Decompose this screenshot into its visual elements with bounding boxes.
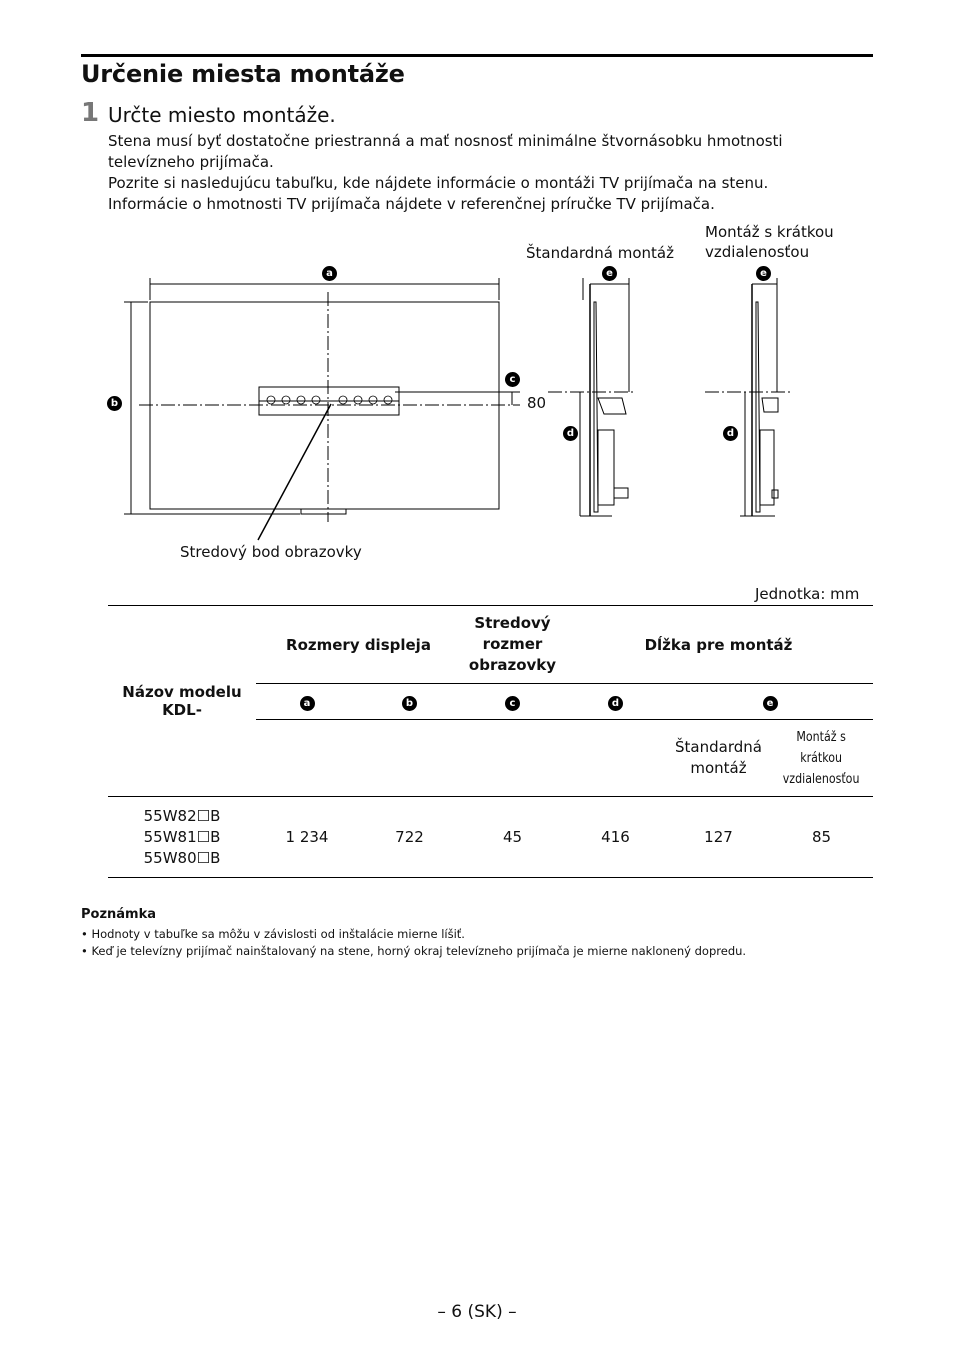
step-paragraph: Pozrite si nasledujúcu tabuľku, kde nájdete informácie o montáži TV prijímača na stenu. [108,174,769,192]
unit-label: Jednotka: mm [755,585,860,603]
offset-value: 80 [527,394,547,412]
marker-e-standard: e [602,266,617,281]
step-title: Určte miesto montáže. [108,103,336,127]
short-mount-label-2: vzdialenosťou [705,243,810,261]
col-marker-b: b [358,684,461,720]
page-footer: – 6 (SK) – [437,1302,517,1322]
col-marker-d: d [564,684,667,720]
col-marker-e: e [667,684,873,720]
model-names: 55W82☐B 55W81☐B 55W80☐B [143,806,221,867]
value-a: 1 234 [285,828,329,846]
marker-d-short: d [723,426,738,441]
marker-e-short: e [756,266,771,281]
mount-length-header: Dĺžka pre montáž [644,635,793,654]
value-c: 45 [502,828,523,846]
marker-b: b [107,396,122,411]
standard-mount-label: Štandardná montáž [526,244,674,262]
standard-mount-subheader: Štandardná montáž [675,738,762,777]
center-dimension-header: Stredový rozmer obrazovky [468,614,557,674]
marker-d-standard: d [563,426,578,441]
screen-center-label: Stredový bod obrazovky [180,543,362,561]
center-leader [258,404,331,540]
display-dimensions-header: Rozmery displeja [286,635,431,654]
value-d: 416 [601,828,630,846]
tv-side-standard [594,302,598,512]
step-paragraph: Informácie o hmotnosti TV prijímača nájdete v referenčnej príručke TV prijímača. [108,195,715,213]
value-e-short: 85 [811,828,832,846]
note-item: • Hodnoty v tabuľke sa môžu v závislosti od inštalácie mierne líšiť. [81,927,465,941]
wall-mount-diagram [0,0,954,600]
section-title: Určenie miesta montáže [81,60,405,88]
tv-stand-base [301,509,346,514]
short-mount-label-1: Montáž s krátkou [705,223,834,241]
value-b: 722 [395,828,424,846]
col-marker-c: c [461,684,564,720]
note-item: • Keď je televízny prijímač nainštalovaný na stene, horný okraj televízneho prijímača je mierne naklonený dopredu. [81,944,747,958]
note-heading: Poznámka [81,907,157,922]
step-number: 1 [81,98,100,128]
mounting-dimensions-table [108,605,873,878]
step-paragraph: Stena musí byť dostatočne priestranná a mať nosnosť minimálne štvornásobku hmotnosti [108,132,783,150]
marker-a: a [322,266,337,281]
tv-side-short [756,302,760,512]
col-marker-a: a [256,684,358,720]
value-e-standard: 127 [704,828,733,846]
model-header: Názov modelu KDL- [108,606,256,797]
marker-c: c [505,372,520,387]
short-mount-subheader: Montáž s krátkou vzdialenosťou [783,729,860,787]
step-paragraph: televízneho prijímača. [108,153,274,171]
